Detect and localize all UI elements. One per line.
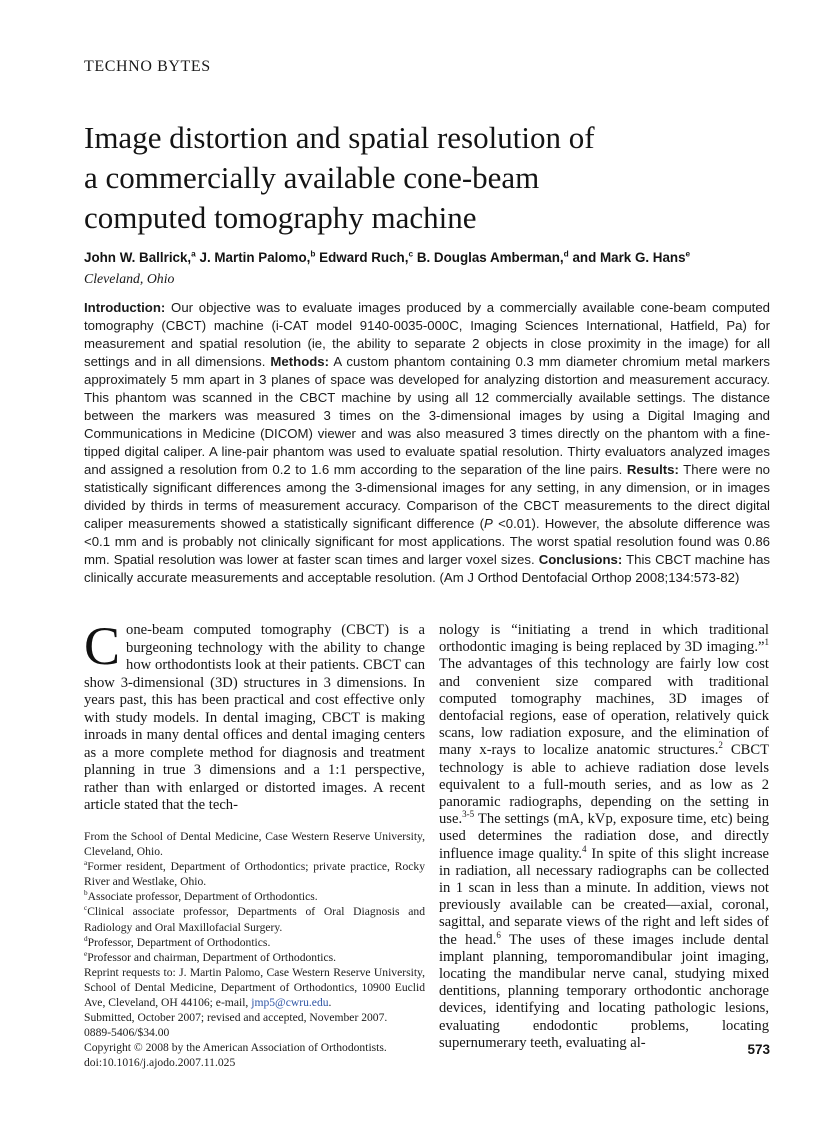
article-title-line: computed tomography machine [84, 200, 477, 235]
footnote-item: Copyright © 2008 by the American Association of Orthodontists. [84, 1041, 387, 1055]
email-link[interactable]: jmp5@cwru.edu [251, 996, 329, 1010]
abstract: Introduction: Our objective was to evaluate images produced by a commercially available cone-beam computed tomography (CBCT) machine (i-CAT model 9140-0035-000C, Imaging Sciences International, Hatfield, Pa) for measurement and spatial resolution (ie, the ability to separate 2 objects in close proximity in the image) for all settings and in all dimensions. Methods: A custom phantom containing 0.3 mm diameter chromium metal markers approximately 5 mm apart in 3 planes of space was developed for analyzing distortion and measurement accuracy. This phantom was scanned in the CBCT machine by using all 12 commercially available settings. The distance between the markers was measured 3 times on the 3-dimensional images by using a Digital Imaging and Communications in Medicine (DICOM) viewer and was also measured 3 times directly on the phantom with a fine-tipped digital caliper. A line-pair phantom was used to evaluate spatial resolution. Thirty evaluators analyzed images and assigned a resolution from 0.2 to 1.6 mm according to the separation of the line pairs. Results: There were no statistically significant differences among the 3-dimensional images for any setting, in any dimension, or in images divided by thirds in terms of measurement accuracy. Comparison of the CBCT measurements to the direct digital caliper measurements showed a statistically significant difference (P <0.01). However, the absolute difference was <0.1 mm and is probably not clinically significant for most applications. The worst spatial resolution found was 0.86 mm. Spatial resolution was lower at faster scan times and larger voxel sizes. Conclusions: This CBCT machine has clinically accurate measurements and acceptable resolution. (Am J Orthod Dentofacial Orthop 2008;134:573-82) [84, 300, 771, 585]
section-kicker: TECHNO BYTES [84, 58, 211, 75]
affiliation-city: Cleveland, Ohio [84, 271, 175, 286]
footnote-item: $^b$Associate professor, Department of Orthodontics. [84, 889, 318, 904]
footnote-item: $^c$Clinical associate professor, Departments of Oral Diagnosis and Radiology and Oral Maxillofacial Surgery. [84, 904, 425, 934]
footnote-item: $^a$Former resident, Department of Orthodontics; private practice, Rocky River and Westlake, Ohio. [84, 859, 425, 889]
footnote-item: $^e$Professor and chairman, Department of Orthodontics. [84, 949, 337, 964]
footnote-item: 0889-5406/$34.00 [84, 1026, 170, 1040]
footnote-item: Reprint requests to: J. Martin Palomo, Case Western Reserve University, School of Dental Medicine, Department of Orthodontics, 10900 Euclid Ave, Cleveland, OH 44106; e-mail, jmp5@cwru.edu. [84, 965, 425, 1010]
dropcap: C [84, 616, 121, 676]
footnote-item: Submitted, October 2007; revised and accepted, November 2007. [84, 1011, 388, 1025]
article-title [84, 118, 724, 238]
footnote-item: doi:10.1016/j.ajodo.2007.11.025 [84, 1056, 236, 1070]
footnote-item: $^d$Professor, Department of Orthodontics. [84, 934, 271, 949]
body-paragraph: one-beam computed tomography (CBCT) is a burgeoning technology with the ability to change how orthodontists look at their patients. CBCT can show 3-dimensional (3D) structures in 3 dimensions. In years past, this has been practical and cost effective only with study models. In dental imaging, CBCT is making inroads in many dental offices and dental imaging centers as a more complete method for diagnosis and treatment planning in true 3 dimensions and a 1:1 perspective, rather than with enlarged or distorted images. A recent article stated that the tech- [84, 622, 425, 813]
page-number: 573 [747, 1042, 770, 1057]
footnotes-block [84, 829, 425, 1071]
footnote-item: From the School of Dental Medicine, Case Western Reserve University, Cleveland, Ohio. [84, 830, 425, 859]
body-column-right: nology is “initiating a trend in which traditional orthodontic imaging is being replaced by 3D imaging.”$^1$ The advantages of this technology are fairly low cost and convenient size compared with traditional computed tomography machines, 3D images of dentofacial regions, ease of operation, relatively quick scans, low radiation exposure, and the elimination of many x-rays to localize anatomic structures.$^2$ CBCT technology is able to achieve radiation dose levels equivalent to a full-mouth series, and as low as 2 panoramic radiographs, depending on the setting in use.$^{3-5}$ The settings (mA, kVp, exposure time, etc) being used determines the radiation dose, and directly influence image quality.$^4$ In spite of this slight increase in radiation, all necessary radiographs can be collected in 1 scan in less than a minute. In addition, views not previously available can be created—axial, coronal, sagittal, and separate views of the right and left sides of the head.$^6$ The uses of these images include dental implant planning, temporomandibular joint imaging, locating the mandibular nerve canal, studying mixed dentitions, planning temporary orthodontic anchorage devices, identifying and locating pathologic lesions, evaluating endodontic problems, locating supernumerary teeth, evaluating al- [439, 622, 769, 1051]
body-column-left [84, 616, 425, 815]
article-title-line: a commercially available cone-beam [84, 160, 540, 195]
authors-line: John W. Ballrick,$^a$ J. Martin Palomo,$^b$ Edward Ruch,$^c$ B. Douglas Amberman,$^d$ and Mark G. Hans$^e$ [84, 248, 691, 265]
article-title-line: Image distortion and spatial resolution of [84, 120, 595, 155]
